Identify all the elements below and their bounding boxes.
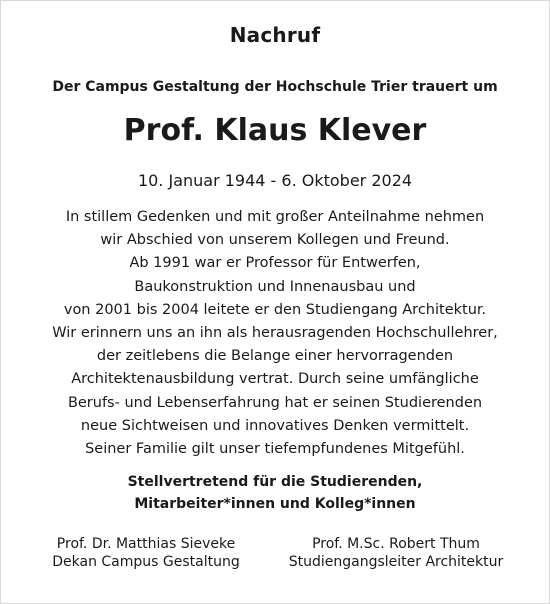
signatory-role: Dekan Campus Gestaltung xyxy=(52,554,240,570)
signatory-dean xyxy=(31,535,261,571)
tribute-line: Architektenausbildung vertrat. Durch seine umfängliche xyxy=(71,371,479,388)
representation-line: Stellvertretend für die Studierenden, xyxy=(127,474,423,490)
signatory-name: Prof. M.Sc. Robert Thum xyxy=(312,536,480,552)
tribute-line: Seiner Familie gilt unser tiefempfundenes Mitgefühl. xyxy=(85,441,465,458)
tribute-line: Ab 1991 war er Professor für Entwerfen, xyxy=(129,255,421,272)
tribute-line: neue Sichtweisen und innovatives Denken vermittelt. xyxy=(80,417,470,434)
tribute-line: Berufs- und Lebenserfahrung hat er seinen Studierenden xyxy=(67,394,483,411)
deceased-name: Prof. Klaus Klever xyxy=(123,113,427,148)
tribute-line: Baukonstruktion und Innenausbau und xyxy=(134,278,416,295)
intro-line: Der Campus Gestaltung der Hochschule Trier trauert um xyxy=(52,79,498,95)
tribute-line: In stillem Gedenken und mit großer Anteilnahme nehmen xyxy=(65,209,485,225)
tribute-line: wir Abschied von unserem Kollegen und Freund. xyxy=(100,232,450,249)
signatory-role: Studiengangsleiter Architektur xyxy=(288,554,504,570)
life-dates: 10. Januar 1944 - 6. Oktober 2024 xyxy=(137,171,413,190)
tribute-text xyxy=(21,206,529,461)
representation-line: Mitarbeiter*innen und Kolleg*innen xyxy=(134,496,416,512)
representation-note xyxy=(1,471,549,515)
signatory-program-head xyxy=(271,535,521,571)
tribute-line: der zeitlebens die Belange einer hervorragenden xyxy=(96,348,454,365)
signatory-name: Prof. Dr. Matthias Sieveke xyxy=(56,536,236,552)
notice-heading: Nachruf xyxy=(229,23,321,47)
tribute-line: von 2001 bis 2004 leitete er den Studiengang Architektur. xyxy=(63,301,487,318)
tribute-line: Wir erinnern uns an ihn als herausragenden Hochschullehrer, xyxy=(52,325,498,342)
